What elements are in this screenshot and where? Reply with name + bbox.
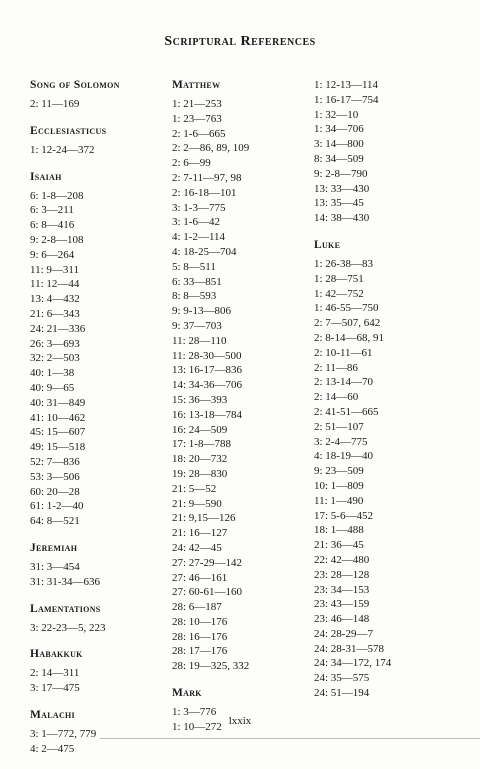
section-heading: Jeremiah [30,541,78,554]
reference-entry: 6: 1-8—208 [30,189,84,202]
reference-entry: 61: 1-2—40 [30,500,84,513]
index-section [172,78,307,674]
index-column [314,78,449,713]
reference-entry: 24: 28-31—578 [314,642,384,655]
reference-entry: 9: 2-8—790 [314,167,368,180]
reference-entry: 16: 13-18—784 [172,408,242,421]
reference-entry: 28: 19—325, 332 [172,660,250,673]
reference-entry: 10: 1—809 [314,479,364,492]
index-section [30,647,165,696]
index-section [30,602,165,636]
reference-entry: 2: 2—86, 89, 109 [172,142,250,155]
reference-entry: 28: 10—176 [172,615,228,628]
index-section [30,170,165,529]
reference-entry: 11: 28-30—500 [172,349,242,362]
reference-entry: 27: 46—161 [172,571,228,584]
reference-entry: 11: 1—490 [314,494,364,507]
reference-entry: 26: 3—693 [30,337,80,350]
reference-entry: 15: 36—393 [172,393,228,406]
reference-entry: 21: 5—52 [172,482,217,495]
index-section [172,686,307,735]
reference-entry: 1: 10—272 [172,720,222,733]
reference-entry: 23: 34—153 [314,583,370,596]
reference-entry: 1: 46-55—750 [314,302,379,315]
reference-entry: 8: 34—509 [314,152,364,165]
page-title: Scriptural References [164,34,316,49]
index-section [314,238,449,701]
reference-entry: 1: 21—253 [172,98,222,110]
reference-entry: 2: 11—86 [314,361,358,374]
reference-entry: 24: 34—172, 174 [314,657,392,670]
reference-entry: 2: 13-14—70 [314,376,373,389]
reference-entry: 5: 8—511 [172,260,216,273]
reference-entry: 13: 4—432 [30,293,80,306]
reference-entry: 24: 21—336 [30,322,86,335]
reference-entry: 1: 34—706 [314,123,364,136]
reference-entry: 2: 1-6—665 [172,127,226,140]
reference-entry: 2: 11—169 [30,98,80,110]
reference-entry: 9: 2-8—108 [30,233,84,246]
reference-entry: 2: 14—60 [314,391,359,404]
reference-entry: 18: 20—732 [172,453,228,466]
reference-entry: 24: 28-29—7 [314,627,373,640]
reference-entry: 31: 31-34—636 [30,575,100,588]
reference-entry: 1: 28—751 [314,272,364,285]
reference-entry: 1: 12-13—114 [314,79,379,91]
reference-entry: 3: 2-4—775 [314,435,368,448]
reference-entry: 3: 22-23—5, 223 [30,621,106,634]
reference-entry: 9: 37—703 [172,319,222,332]
section-heading: Ecclesiasticus [30,124,107,137]
index-section [314,78,449,226]
reference-entry: 11: 12—44 [30,278,80,291]
reference-entry: 32: 2—503 [30,352,80,365]
reference-entry: 60: 20—28 [30,485,80,498]
reference-entry: 21: 9—590 [172,497,222,510]
reference-entry: 14: 38—430 [314,212,370,225]
reference-entry: 3: 14—800 [314,138,364,151]
reference-entry: 24: 42—45 [172,541,222,554]
index-column [172,78,307,747]
reference-entry: 21: 16—127 [172,527,228,540]
reference-entry: 24: 35—575 [314,672,370,685]
reference-entry: 4: 1-2—114 [172,231,226,244]
reference-entry: 23: 43—159 [314,598,370,611]
reference-entry: 23: 28—128 [314,568,370,581]
bottom-rule [100,738,480,739]
reference-entry: 9: 9-13—806 [172,305,231,318]
reference-entry: 2: 6—99 [172,157,211,170]
section-heading: Song of Solomon [30,79,120,91]
section-heading: Lamentations [30,602,101,615]
index-column [30,78,165,769]
reference-entry: 4: 18-25—704 [172,245,237,258]
reference-entry: 22: 42—480 [314,553,370,566]
reference-entry: 2: 10-11—61 [314,346,373,359]
reference-entry: 2: 7—507, 642 [314,317,381,330]
section-heading: Malachi [30,708,75,721]
reference-entry: 52: 7—836 [30,455,80,468]
reference-entry: 13: 16-17—836 [172,364,242,377]
reference-entry: 3: 1-3—775 [172,201,226,214]
reference-entry: 28: 6—187 [172,601,222,614]
reference-entry: 31: 3—454 [30,560,80,573]
reference-entry: 13: 35—45 [314,197,364,210]
reference-entry: 8: 8—593 [172,290,217,303]
reference-entry: 16: 24—509 [172,423,228,436]
reference-entry: 17: 1-8—788 [172,438,231,451]
reference-entry: 1: 3—776 [172,706,217,719]
reference-entry: 41: 10—462 [30,411,86,424]
reference-entry: 1: 32—10 [314,108,359,121]
reference-entry: 40: 31—849 [30,396,86,409]
section-heading: Habakkuk [30,648,83,661]
reference-entry: 27: 27-29—142 [172,556,242,569]
index-section [30,124,165,158]
reference-entry: 6: 8—416 [30,219,75,232]
section-heading: Isaiah [30,170,62,183]
reference-entry: 1: 42—752 [314,287,364,300]
reference-entry: 2: 51—107 [314,420,364,433]
reference-entry: 1: 26-38—83 [314,257,373,270]
reference-entry: 9: 6—264 [30,248,75,261]
reference-entry: 2: 7-11—97, 98 [172,171,242,184]
index-section [30,78,165,112]
reference-entry: 3: 17—475 [30,682,80,695]
reference-entry: 21: 9,15—126 [172,512,236,525]
reference-entry: 3: 1-6—42 [172,216,220,229]
reference-entry: 13: 33—430 [314,182,370,195]
reference-entry: 6: 3—211 [30,204,74,217]
reference-entry: 1: 23—763 [172,112,222,125]
reference-entry: 45: 15—607 [30,426,86,439]
reference-entry: 21: 36—45 [314,539,364,552]
reference-entry: 40: 9—65 [30,381,75,394]
reference-entry: 49: 15—518 [30,441,86,454]
reference-entry: 19: 28—830 [172,467,228,480]
reference-entry: 4: 18-19—40 [314,450,373,463]
reference-entry: 11: 28—110 [172,334,227,347]
reference-entry: 64: 8—521 [30,515,80,528]
reference-entry: 18: 1—488 [314,524,364,537]
section-heading: Luke [314,238,341,251]
reference-entry: 21: 6—343 [30,307,80,320]
page-number: lxxix [228,715,252,727]
reference-entry: 11: 9—311 [30,263,79,276]
section-heading: Matthew [172,79,221,91]
reference-entry: 28: 16—176 [172,630,228,643]
reference-entry: 2: 16-18—101 [172,186,237,199]
reference-entry: 24: 51—194 [314,687,370,700]
reference-entry: 9: 23—509 [314,465,364,478]
reference-entry: 23: 46—148 [314,613,370,626]
reference-entry: 1: 12-24—372 [30,143,95,156]
reference-entry: 4: 2—475 [30,742,75,755]
reference-entry: 14: 34-36—706 [172,379,242,392]
index-section [30,541,165,590]
reference-entry: 2: 8-14—68, 91 [314,331,384,344]
section-heading: Mark [172,687,202,700]
reference-entry: 1: 16-17—754 [314,93,379,106]
reference-entry: 6: 33—851 [172,275,222,288]
reference-entry: 2: 41-51—665 [314,405,379,418]
reference-entry: 28: 17—176 [172,645,228,658]
reference-entry: 3: 1—772, 779 [30,727,97,740]
reference-entry: 40: 1—38 [30,367,75,380]
reference-entry: 27: 60-61—160 [172,586,242,599]
reference-entry: 2: 14—311 [30,667,80,680]
reference-entry: 53: 3—506 [30,470,80,483]
reference-entry: 17: 5-6—452 [314,509,373,522]
